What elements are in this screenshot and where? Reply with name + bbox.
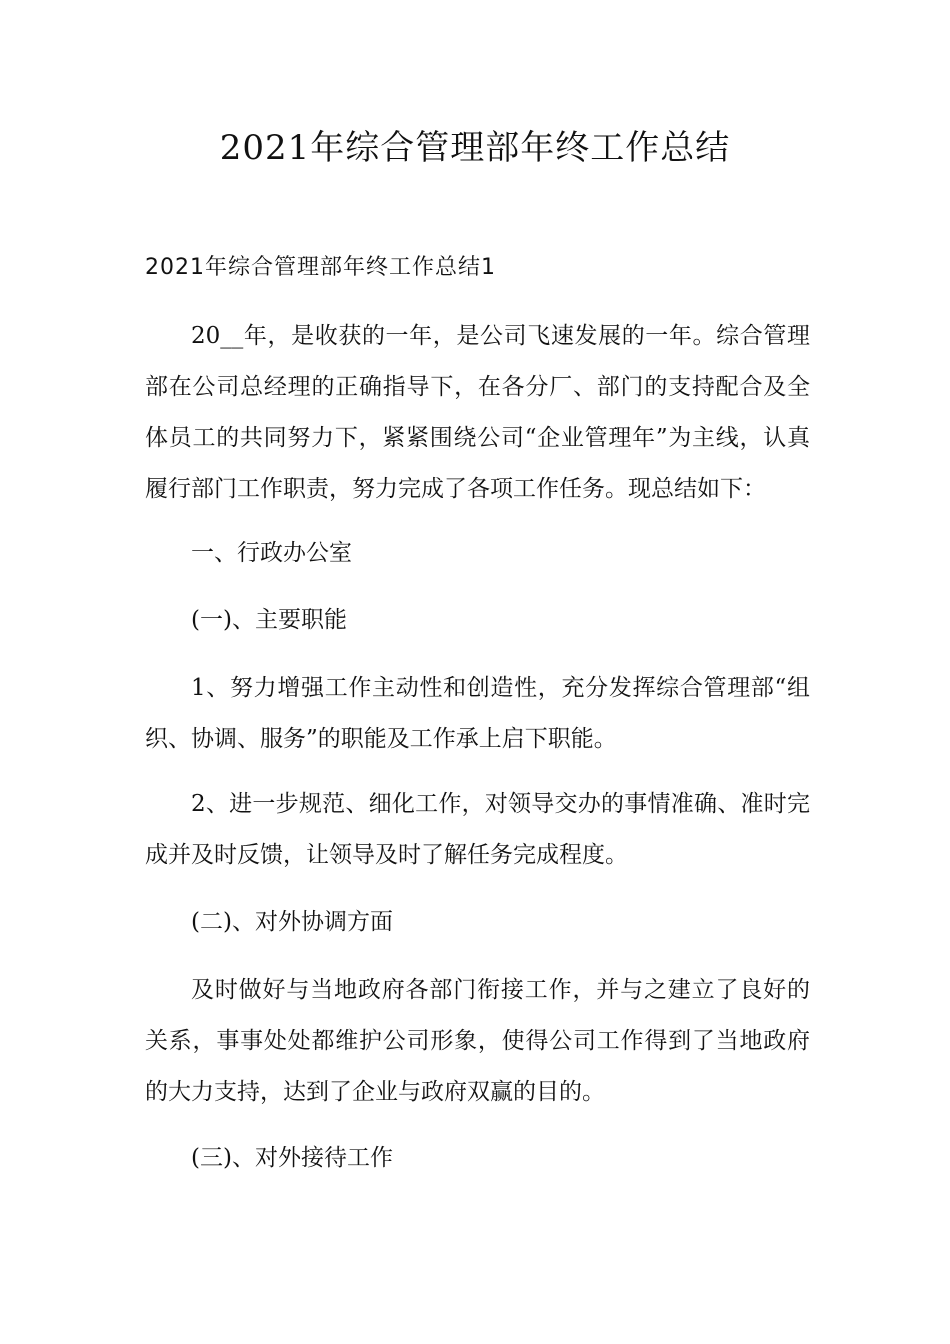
item-1-paragraph: 1、努力增强工作主动性和创造性，充分发挥综合管理部“组织、协调、服务”的职能及工作承上启下职能。: [145, 675, 810, 752]
item-2-paragraph: 2、进一步规范、细化工作，对领导交办的事情准确、准时完成并及时反馈，让领导及时了解任务完成程度。: [145, 791, 810, 868]
subsection-heading-external-coordination: (二)、对外协调方面: [191, 909, 393, 935]
intro-paragraph: 20__年，是收获的一年，是公司飞速发展的一年。综合管理部在公司总经理的正确指导下，在各分厂、部门的支持配合及全体员工的共同努力下，紧紧围绕公司“企业管理年”为主线，认真履行部门工作职责，努力完成了各项工作任务。现总结如下：: [145, 323, 810, 502]
document-title: 2021年综合管理部年终工作总结: [219, 128, 731, 168]
subsection-heading-reception: (三)、对外接待工作: [191, 1145, 393, 1171]
section-title: 2021年综合管理部年终工作总结1: [145, 255, 496, 280]
section-heading-admin-office: 一、行政办公室: [191, 540, 352, 566]
subsection-heading-main-functions: (一)、主要职能: [191, 607, 347, 633]
coordination-paragraph: 及时做好与当地政府各部门衔接工作，并与之建立了良好的关系，事事处处都维护公司形象，使得公司工作得到了当地政府的大力支持，达到了企业与政府双赢的目的。: [145, 977, 810, 1105]
